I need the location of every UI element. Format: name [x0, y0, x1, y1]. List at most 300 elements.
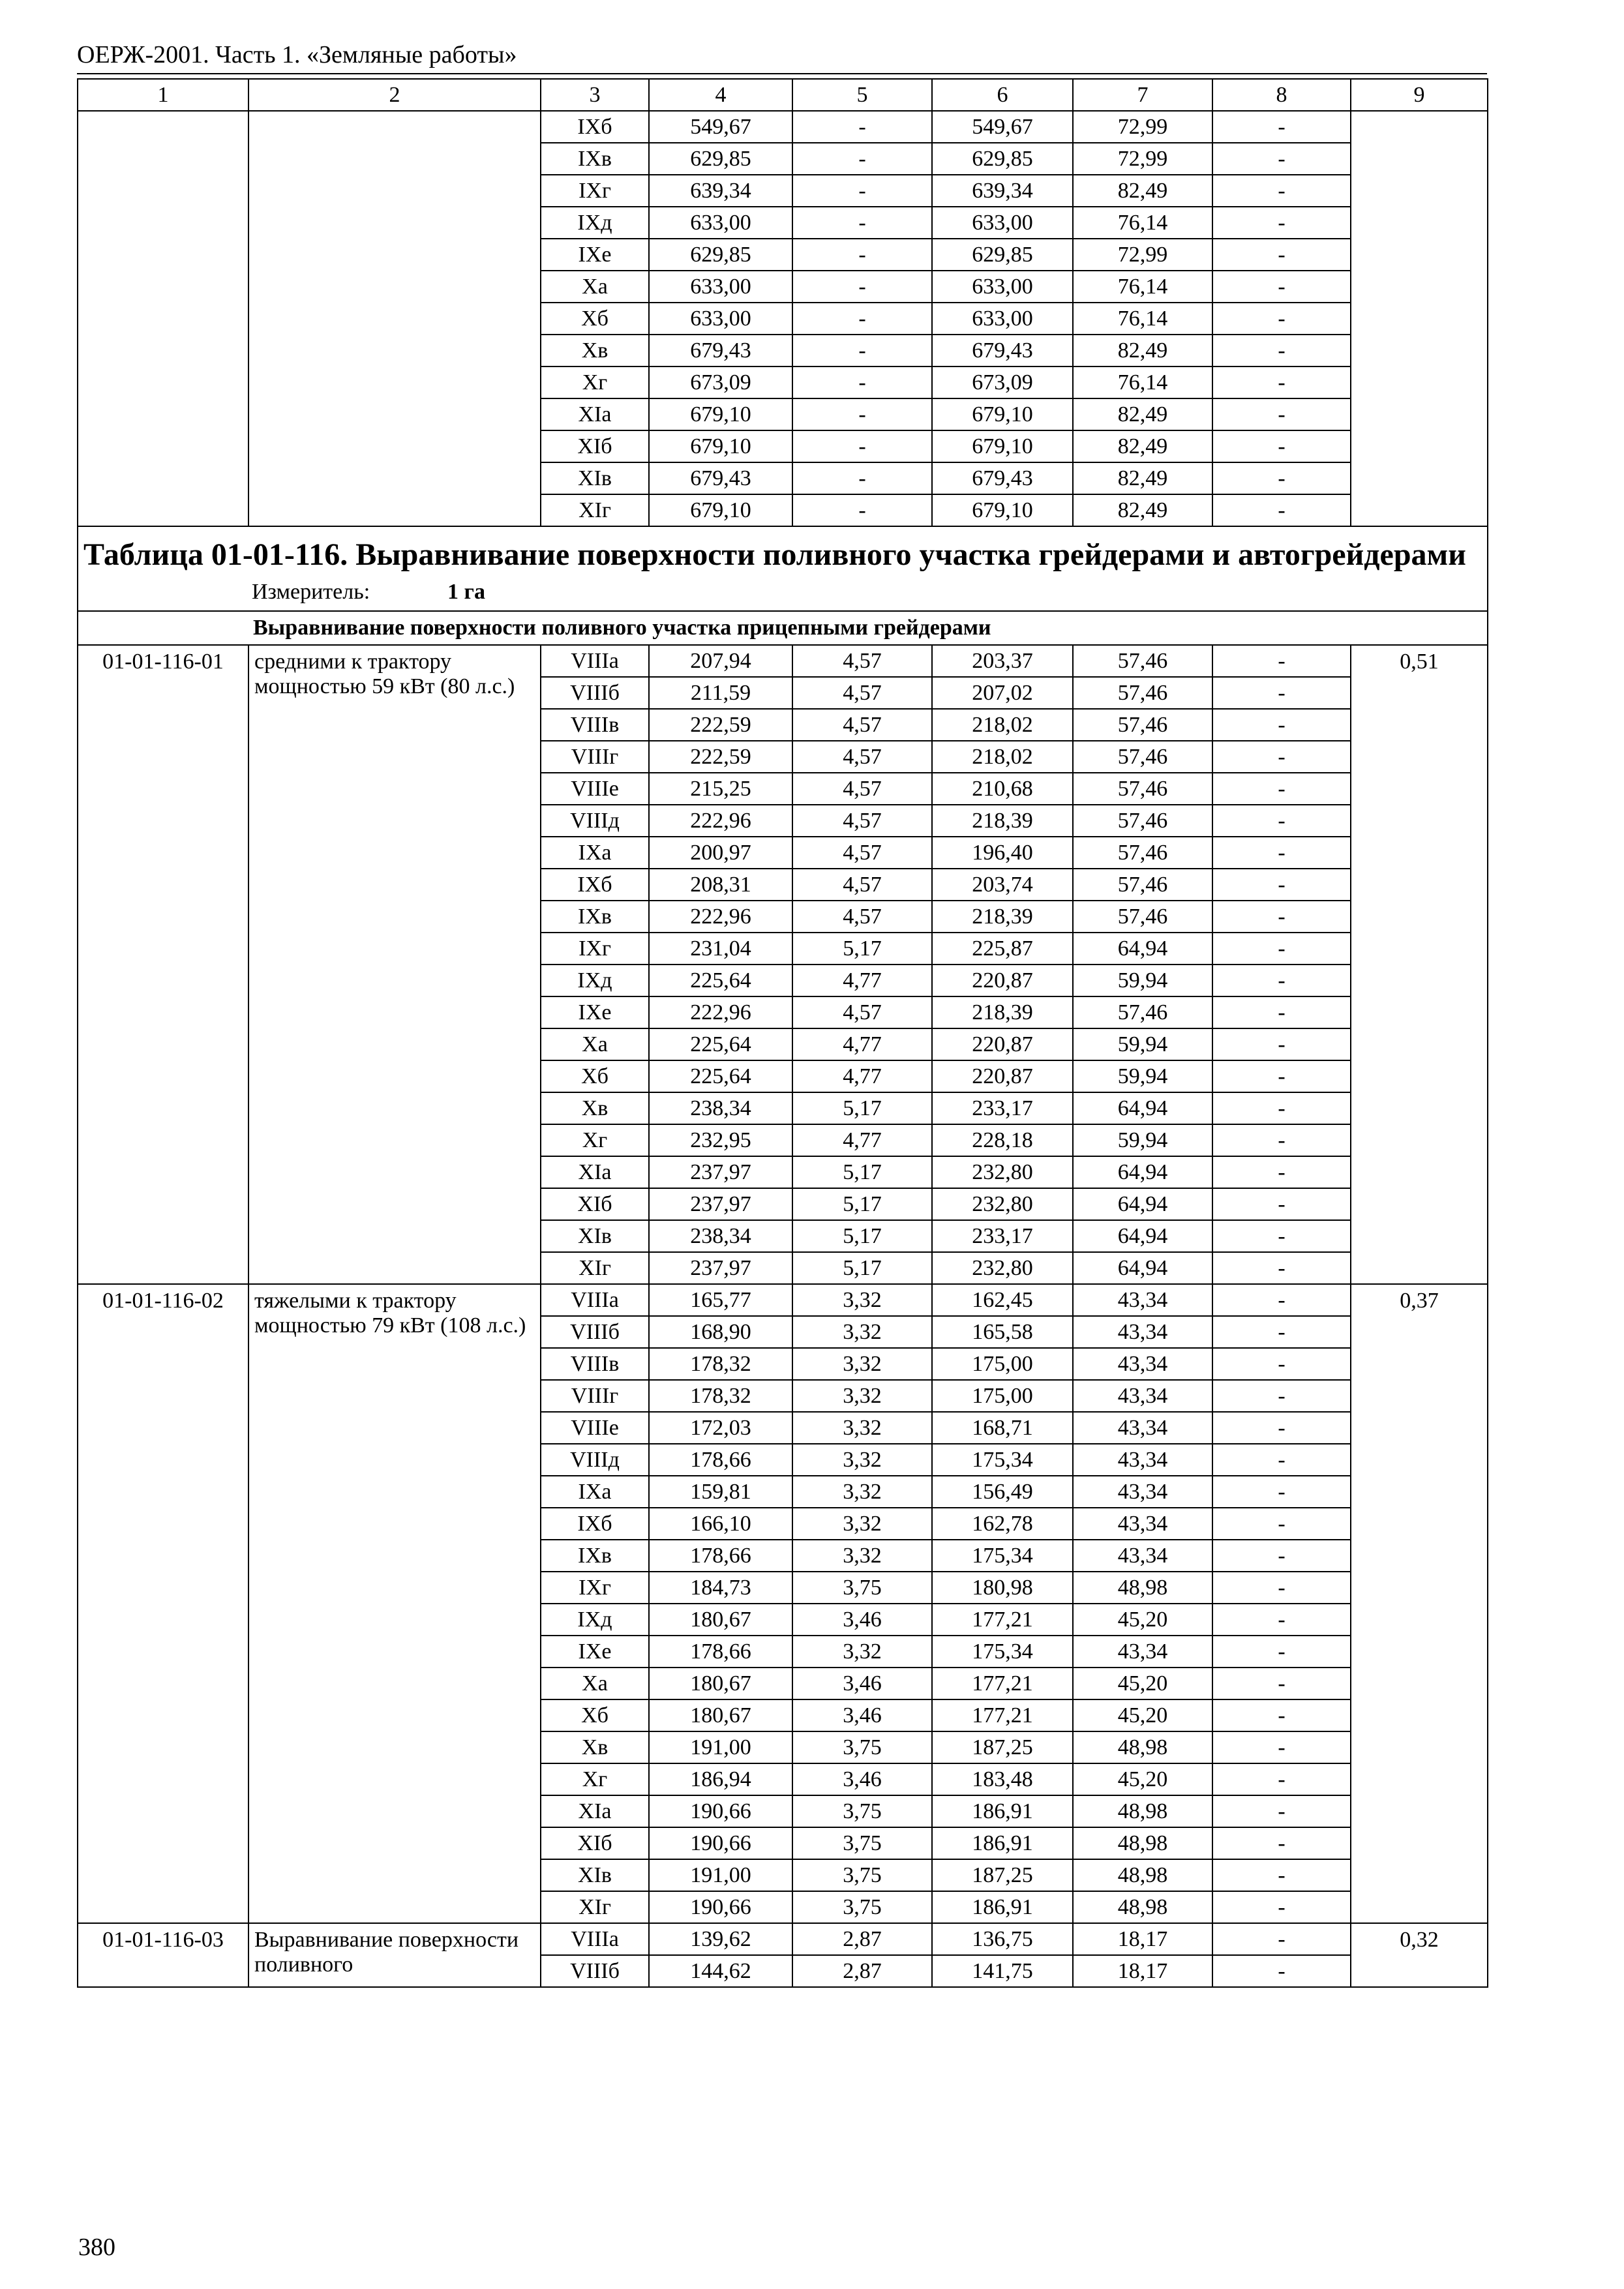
value-cell-col6: 228,18: [932, 1124, 1073, 1156]
value-cell-col4: 178,32: [649, 1348, 792, 1380]
value-cell-col8: -: [1212, 175, 1351, 207]
category-cell: XIг: [541, 1252, 649, 1284]
value-cell-col8: -: [1212, 1060, 1351, 1092]
value-cell-col6: 232,80: [932, 1252, 1073, 1284]
code-cell: 01-01-116-01: [78, 645, 248, 1284]
value-cell-col8: -: [1212, 1380, 1351, 1412]
code-cell: [78, 111, 248, 526]
column-number: 8: [1212, 79, 1351, 111]
value-cell-col7: 82,49: [1073, 494, 1212, 526]
value-cell-col8: -: [1212, 1188, 1351, 1220]
value-cell-col7: 45,20: [1073, 1668, 1212, 1699]
value-cell-col4: 178,32: [649, 1380, 792, 1412]
value-cell-col8: -: [1212, 1668, 1351, 1699]
value-cell-col4: 207,94: [649, 645, 792, 677]
category-cell: IXа: [541, 1476, 649, 1508]
value-cell-col6: 629,85: [932, 143, 1073, 175]
value-cell-col8: -: [1212, 965, 1351, 996]
value-cell-col5: 3,32: [792, 1636, 932, 1668]
value-cell-col4: 168,90: [649, 1316, 792, 1348]
value-cell-col6: 549,67: [932, 111, 1073, 143]
value-cell-col8: -: [1212, 1859, 1351, 1891]
value-cell-col6: 180,98: [932, 1572, 1073, 1604]
value-cell-col5: 4,57: [792, 869, 932, 901]
value-cell-col8: -: [1212, 462, 1351, 494]
value-cell-col7: 57,46: [1073, 996, 1212, 1028]
category-cell: VIIIе: [541, 773, 649, 805]
value-cell-col8: -: [1212, 1891, 1351, 1923]
coefficient-cell: 0,51: [1351, 645, 1488, 1284]
value-cell-col5: 3,75: [792, 1859, 932, 1891]
value-cell-col4: 633,00: [649, 207, 792, 239]
value-cell-col8: -: [1212, 1636, 1351, 1668]
category-cell: VIIIг: [541, 741, 649, 773]
category-cell: Xг: [541, 1124, 649, 1156]
value-cell-col6: 168,71: [932, 1412, 1073, 1444]
value-cell-col7: 57,46: [1073, 709, 1212, 741]
value-cell-col4: 237,97: [649, 1188, 792, 1220]
value-cell-col5: 3,75: [792, 1731, 932, 1763]
value-cell-col6: 186,91: [932, 1827, 1073, 1859]
value-cell-col5: -: [792, 303, 932, 335]
value-cell-col6: 679,43: [932, 335, 1073, 367]
meter-value: 1 га: [447, 580, 485, 604]
category-cell: XIг: [541, 1891, 649, 1923]
value-cell-col5: 3,32: [792, 1412, 932, 1444]
category-cell: IXб: [541, 1508, 649, 1540]
value-cell-col4: 178,66: [649, 1444, 792, 1476]
value-cell-col5: 4,57: [792, 901, 932, 933]
value-cell-col6: 187,25: [932, 1731, 1073, 1763]
value-cell-col4: 165,77: [649, 1284, 792, 1316]
value-cell-col6: 175,00: [932, 1380, 1073, 1412]
value-cell-col7: 48,98: [1073, 1731, 1212, 1763]
value-cell-col8: -: [1212, 1476, 1351, 1508]
value-cell-col4: 191,00: [649, 1859, 792, 1891]
category-cell: IXб: [541, 869, 649, 901]
value-cell-col7: 48,98: [1073, 1827, 1212, 1859]
category-cell: Xа: [541, 271, 649, 303]
value-cell-col4: 231,04: [649, 933, 792, 965]
value-cell-col6: 220,87: [932, 1028, 1073, 1060]
description-cell: тяжелыми к трактору мощностью 79 кВт (108 л.с.): [248, 1284, 541, 1923]
value-cell-col4: 139,62: [649, 1923, 792, 1955]
value-cell-col7: 76,14: [1073, 367, 1212, 398]
category-cell: XIб: [541, 1188, 649, 1220]
category-cell: VIIIа: [541, 645, 649, 677]
meter-line: [83, 578, 1482, 606]
value-cell-col6: 633,00: [932, 207, 1073, 239]
table-row: [78, 1284, 1488, 1316]
table-title-row: [78, 526, 1488, 611]
category-cell: IXв: [541, 1540, 649, 1572]
value-cell-col7: 43,34: [1073, 1476, 1212, 1508]
value-cell-col6: 639,34: [932, 175, 1073, 207]
value-cell-col4: 679,43: [649, 462, 792, 494]
value-cell-col6: 210,68: [932, 773, 1073, 805]
value-cell-col5: 3,32: [792, 1508, 932, 1540]
value-cell-col4: 222,96: [649, 901, 792, 933]
value-cell-col5: 4,57: [792, 709, 932, 741]
coefficient-cell: 0,32: [1351, 1923, 1488, 1987]
value-cell-col6: 673,09: [932, 367, 1073, 398]
category-cell: XIг: [541, 494, 649, 526]
value-cell-col4: 211,59: [649, 677, 792, 709]
value-cell-col5: 3,32: [792, 1284, 932, 1316]
value-cell-col6: 177,21: [932, 1604, 1073, 1636]
value-cell-col4: 549,67: [649, 111, 792, 143]
table-row: [78, 111, 1488, 143]
value-cell-col5: -: [792, 175, 932, 207]
value-cell-col5: 4,57: [792, 805, 932, 837]
value-cell-col7: 82,49: [1073, 398, 1212, 430]
value-cell-col7: 59,94: [1073, 1028, 1212, 1060]
value-cell-col6: 186,91: [932, 1795, 1073, 1827]
value-cell-col8: -: [1212, 645, 1351, 677]
value-cell-col7: 59,94: [1073, 1124, 1212, 1156]
category-cell: VIIIа: [541, 1923, 649, 1955]
value-cell-col4: 186,94: [649, 1763, 792, 1795]
value-cell-col8: -: [1212, 271, 1351, 303]
value-cell-col8: -: [1212, 1124, 1351, 1156]
value-cell-col6: 633,00: [932, 303, 1073, 335]
value-cell-col6: 679,43: [932, 462, 1073, 494]
value-cell-col7: 76,14: [1073, 303, 1212, 335]
value-cell-col5: -: [792, 367, 932, 398]
value-cell-col7: 82,49: [1073, 175, 1212, 207]
value-cell-col5: 5,17: [792, 1252, 932, 1284]
value-cell-col4: 184,73: [649, 1572, 792, 1604]
value-cell-col6: 225,87: [932, 933, 1073, 965]
value-cell-col8: -: [1212, 1284, 1351, 1316]
value-cell-col4: 639,34: [649, 175, 792, 207]
value-cell-col7: 43,34: [1073, 1508, 1212, 1540]
table-row: [78, 1923, 1488, 1955]
value-cell-col4: 238,34: [649, 1220, 792, 1252]
code-cell: 01-01-116-03: [78, 1923, 248, 1987]
value-cell-col7: 43,34: [1073, 1380, 1212, 1412]
value-cell-col7: 48,98: [1073, 1795, 1212, 1827]
value-cell-col5: 4,57: [792, 741, 932, 773]
category-cell: Xб: [541, 303, 649, 335]
value-cell-col7: 57,46: [1073, 805, 1212, 837]
value-cell-col4: 180,67: [649, 1699, 792, 1731]
value-cell-col8: -: [1212, 1444, 1351, 1476]
value-cell-col7: 45,20: [1073, 1763, 1212, 1795]
value-cell-col4: 679,10: [649, 430, 792, 462]
value-cell-col5: 3,75: [792, 1827, 932, 1859]
value-cell-col6: 156,49: [932, 1476, 1073, 1508]
category-cell: IXв: [541, 901, 649, 933]
value-cell-col6: 218,02: [932, 709, 1073, 741]
value-cell-col6: 177,21: [932, 1668, 1073, 1699]
value-cell-col7: 82,49: [1073, 430, 1212, 462]
value-cell-col5: 5,17: [792, 1220, 932, 1252]
value-cell-col8: -: [1212, 143, 1351, 175]
value-cell-col7: 72,99: [1073, 143, 1212, 175]
category-cell: IXд: [541, 965, 649, 996]
description-cell: [248, 111, 541, 526]
category-cell: VIIIб: [541, 1955, 649, 1987]
value-cell-col8: -: [1212, 1604, 1351, 1636]
column-number: 9: [1351, 79, 1488, 111]
value-cell-col5: 3,32: [792, 1316, 932, 1348]
value-cell-col6: 218,39: [932, 901, 1073, 933]
category-cell: VIIIб: [541, 677, 649, 709]
value-cell-col7: 59,94: [1073, 965, 1212, 996]
value-cell-col8: -: [1212, 1028, 1351, 1060]
value-cell-col5: 3,32: [792, 1380, 932, 1412]
value-cell-col4: 166,10: [649, 1508, 792, 1540]
value-cell-col7: 48,98: [1073, 1891, 1212, 1923]
category-cell: Xб: [541, 1060, 649, 1092]
value-cell-col8: -: [1212, 1731, 1351, 1763]
table-row: [78, 645, 1488, 677]
section-heading-row: [78, 611, 1488, 645]
table-title: Таблица 01-01-116. Выравнивание поверхности поливного участка грейдерами и автогрейдерами: [83, 537, 1466, 572]
value-cell-col7: 82,49: [1073, 462, 1212, 494]
value-cell-col4: 237,97: [649, 1252, 792, 1284]
value-cell-col7: 76,14: [1073, 207, 1212, 239]
category-cell: VIIIв: [541, 1348, 649, 1380]
category-cell: IXд: [541, 207, 649, 239]
value-cell-col5: -: [792, 143, 932, 175]
category-cell: IXв: [541, 143, 649, 175]
value-cell-col7: 64,94: [1073, 1092, 1212, 1124]
value-cell-col5: 2,87: [792, 1955, 932, 1987]
value-cell-col8: -: [1212, 494, 1351, 526]
value-cell-col8: -: [1212, 805, 1351, 837]
value-cell-col5: 5,17: [792, 1188, 932, 1220]
value-cell-col6: 220,87: [932, 965, 1073, 996]
value-cell-col8: -: [1212, 869, 1351, 901]
value-cell-col6: 175,34: [932, 1540, 1073, 1572]
section-heading: Выравнивание поверхности поливного участка прицепными грейдерами: [78, 611, 1488, 645]
category-cell: VIIIа: [541, 1284, 649, 1316]
value-cell-col7: 64,94: [1073, 1156, 1212, 1188]
category-cell: XIв: [541, 462, 649, 494]
coefficient-cell: [1351, 111, 1488, 526]
value-cell-col4: 222,59: [649, 709, 792, 741]
value-cell-col5: 4,57: [792, 677, 932, 709]
value-cell-col6: 177,21: [932, 1699, 1073, 1731]
category-cell: Xг: [541, 1763, 649, 1795]
value-cell-col6: 203,74: [932, 869, 1073, 901]
value-cell-col5: 5,17: [792, 1156, 932, 1188]
value-cell-col5: -: [792, 398, 932, 430]
value-cell-col5: 3,46: [792, 1699, 932, 1731]
value-cell-col8: -: [1212, 111, 1351, 143]
value-cell-col7: 64,94: [1073, 1188, 1212, 1220]
category-cell: VIIIд: [541, 805, 649, 837]
value-cell-col7: 18,17: [1073, 1955, 1212, 1987]
category-cell: IXг: [541, 933, 649, 965]
value-cell-col8: -: [1212, 1763, 1351, 1795]
value-cell-col7: 72,99: [1073, 239, 1212, 271]
value-cell-col8: -: [1212, 207, 1351, 239]
value-cell-col5: 4,77: [792, 965, 932, 996]
column-number: 7: [1073, 79, 1212, 111]
value-cell-col6: 629,85: [932, 239, 1073, 271]
value-cell-col5: 4,57: [792, 645, 932, 677]
value-cell-col6: 196,40: [932, 837, 1073, 869]
value-cell-col8: -: [1212, 1092, 1351, 1124]
value-cell-col4: 190,66: [649, 1827, 792, 1859]
value-cell-col7: 43,34: [1073, 1284, 1212, 1316]
description-cell: средними к трактору мощностью 59 кВт (80 л.с.): [248, 645, 541, 1284]
value-cell-col8: -: [1212, 430, 1351, 462]
value-cell-col6: 679,10: [932, 430, 1073, 462]
value-cell-col5: 3,46: [792, 1763, 932, 1795]
category-cell: IXе: [541, 996, 649, 1028]
value-cell-col8: -: [1212, 1955, 1351, 1987]
value-cell-col7: 48,98: [1073, 1572, 1212, 1604]
category-cell: Xг: [541, 367, 649, 398]
value-cell-col4: 225,64: [649, 1028, 792, 1060]
value-cell-col5: -: [792, 430, 932, 462]
value-cell-col6: 141,75: [932, 1955, 1073, 1987]
value-cell-col6: 165,58: [932, 1316, 1073, 1348]
value-cell-col8: -: [1212, 1508, 1351, 1540]
value-cell-col8: -: [1212, 335, 1351, 367]
value-cell-col6: 633,00: [932, 271, 1073, 303]
value-cell-col8: -: [1212, 1316, 1351, 1348]
category-cell: IXа: [541, 837, 649, 869]
value-cell-col7: 59,94: [1073, 1060, 1212, 1092]
value-cell-col4: 172,03: [649, 1412, 792, 1444]
category-cell: IXе: [541, 1636, 649, 1668]
value-cell-col4: 215,25: [649, 773, 792, 805]
value-cell-col7: 57,46: [1073, 773, 1212, 805]
category-cell: IXд: [541, 1604, 649, 1636]
value-cell-col8: -: [1212, 677, 1351, 709]
value-cell-col7: 18,17: [1073, 1923, 1212, 1955]
value-cell-col4: 208,31: [649, 869, 792, 901]
description-cell: Выравнивание поверхности поливного: [248, 1923, 541, 1987]
value-cell-col4: 200,97: [649, 837, 792, 869]
value-cell-col6: 232,80: [932, 1188, 1073, 1220]
value-cell-col7: 57,46: [1073, 741, 1212, 773]
value-cell-col8: -: [1212, 239, 1351, 271]
value-cell-col4: 180,67: [649, 1668, 792, 1699]
value-cell-col4: 222,96: [649, 996, 792, 1028]
value-cell-col5: 4,77: [792, 1028, 932, 1060]
value-cell-col4: 679,43: [649, 335, 792, 367]
value-cell-col4: 178,66: [649, 1540, 792, 1572]
category-cell: XIб: [541, 1827, 649, 1859]
value-cell-col8: -: [1212, 901, 1351, 933]
value-cell-col8: -: [1212, 933, 1351, 965]
value-cell-col7: 64,94: [1073, 1252, 1212, 1284]
value-cell-col7: 57,46: [1073, 645, 1212, 677]
category-cell: XIа: [541, 1795, 649, 1827]
value-cell-col5: -: [792, 335, 932, 367]
value-cell-col7: 43,34: [1073, 1636, 1212, 1668]
value-cell-col5: 5,17: [792, 1092, 932, 1124]
value-cell-col8: -: [1212, 773, 1351, 805]
value-cell-col4: 679,10: [649, 398, 792, 430]
value-cell-col5: 3,46: [792, 1604, 932, 1636]
column-number: 3: [541, 79, 649, 111]
value-cell-col7: 45,20: [1073, 1699, 1212, 1731]
value-cell-col6: 175,00: [932, 1348, 1073, 1380]
value-cell-col4: 159,81: [649, 1476, 792, 1508]
value-cell-col6: 203,37: [932, 645, 1073, 677]
value-cell-col5: 4,57: [792, 996, 932, 1028]
value-cell-col7: 43,34: [1073, 1540, 1212, 1572]
value-cell-col6: 233,17: [932, 1220, 1073, 1252]
value-cell-col8: -: [1212, 709, 1351, 741]
value-cell-col7: 57,46: [1073, 901, 1212, 933]
value-cell-col5: 4,77: [792, 1124, 932, 1156]
column-number-row: [78, 79, 1488, 111]
value-cell-col5: -: [792, 239, 932, 271]
value-cell-col4: 225,64: [649, 965, 792, 996]
value-cell-col4: 190,66: [649, 1795, 792, 1827]
value-cell-col4: 629,85: [649, 239, 792, 271]
value-cell-col8: -: [1212, 398, 1351, 430]
value-cell-col4: 237,97: [649, 1156, 792, 1188]
value-cell-col5: 4,57: [792, 773, 932, 805]
value-cell-col5: -: [792, 207, 932, 239]
value-cell-col4: 232,95: [649, 1124, 792, 1156]
category-cell: IXг: [541, 1572, 649, 1604]
value-cell-col7: 43,34: [1073, 1316, 1212, 1348]
column-number: 4: [649, 79, 792, 111]
value-cell-col5: -: [792, 462, 932, 494]
value-cell-col7: 57,46: [1073, 837, 1212, 869]
value-cell-col4: 144,62: [649, 1955, 792, 1987]
page-number: 380: [78, 2234, 115, 2261]
value-cell-col4: 629,85: [649, 143, 792, 175]
category-cell: VIIIе: [541, 1412, 649, 1444]
value-cell-col6: 175,34: [932, 1444, 1073, 1476]
value-cell-col7: 45,20: [1073, 1604, 1212, 1636]
value-cell-col5: 3,32: [792, 1444, 932, 1476]
value-cell-col5: -: [792, 271, 932, 303]
value-cell-col8: -: [1212, 1827, 1351, 1859]
value-cell-col7: 57,46: [1073, 869, 1212, 901]
value-cell-col8: -: [1212, 1252, 1351, 1284]
page-header: ОЕРЖ-2001. Часть 1. «Земляные работы»: [77, 41, 517, 68]
category-cell: Xв: [541, 335, 649, 367]
category-cell: IXг: [541, 175, 649, 207]
value-cell-col5: 3,32: [792, 1348, 932, 1380]
value-cell-col8: -: [1212, 1412, 1351, 1444]
value-cell-col6: 183,48: [932, 1763, 1073, 1795]
value-cell-col5: 3,32: [792, 1540, 932, 1572]
value-cell-col7: 43,34: [1073, 1348, 1212, 1380]
category-cell: XIв: [541, 1220, 649, 1252]
value-cell-col7: 57,46: [1073, 677, 1212, 709]
value-cell-col6: 136,75: [932, 1923, 1073, 1955]
value-cell-col4: 633,00: [649, 303, 792, 335]
value-cell-col7: 64,94: [1073, 1220, 1212, 1252]
code-cell: 01-01-116-02: [78, 1284, 248, 1923]
category-cell: Xб: [541, 1699, 649, 1731]
value-cell-col6: 175,34: [932, 1636, 1073, 1668]
category-cell: XIа: [541, 398, 649, 430]
meter-label: Измеритель:: [252, 580, 370, 604]
category-cell: Xв: [541, 1731, 649, 1763]
table-title-cell: [78, 526, 1488, 611]
column-number: 5: [792, 79, 932, 111]
value-cell-col4: 180,67: [649, 1604, 792, 1636]
category-cell: Xа: [541, 1668, 649, 1699]
value-cell-col4: 190,66: [649, 1891, 792, 1923]
value-cell-col4: 225,64: [649, 1060, 792, 1092]
value-cell-col5: -: [792, 494, 932, 526]
